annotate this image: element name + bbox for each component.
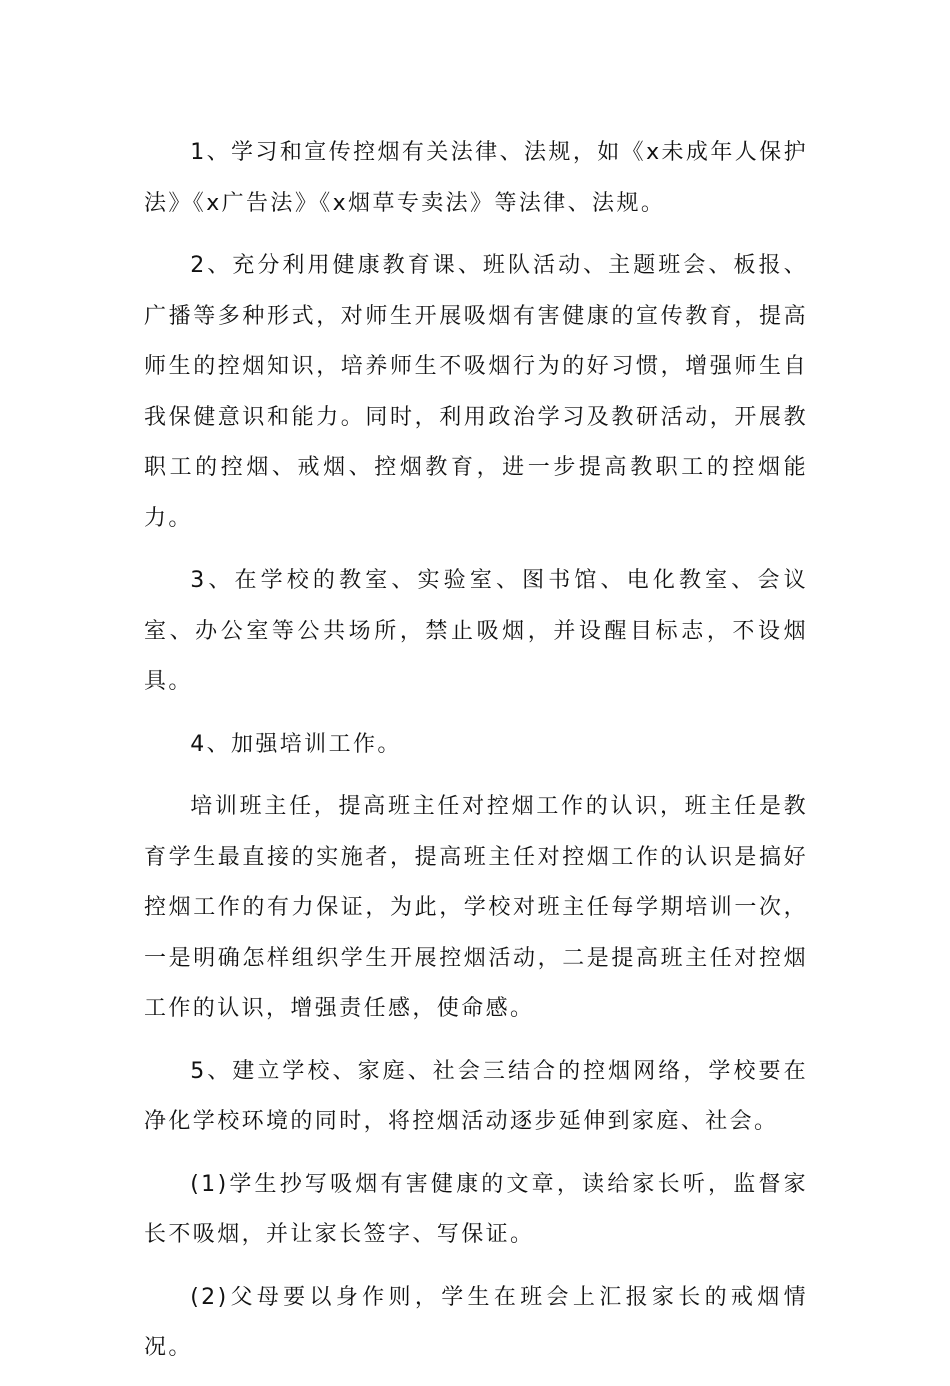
paragraph-1: 1、学习和宣传控烟有关法律、法规，如《x未成年人保护法》《x广告法》《x烟草专卖法》等法律、法规。	[144, 140, 808, 216]
paragraph-3: 3、在学校的教室、实验室、图书馆、电化教室、会议室、办公室等公共场所，禁止吸烟，并设醒目标志，不设烟具。	[144, 568, 808, 694]
paragraph-4: 4、加强培训工作。	[190, 731, 402, 757]
paragraph-6: 5、建立学校、家庭、社会三结合的控烟网络，学校要在净化学校环境的同时，将控烟活动逐步延伸到家庭、社会。	[144, 1058, 808, 1134]
paragraph-8: (2)父母要以身作则，学生在班会上汇报家长的戒烟情况。	[144, 1284, 808, 1360]
paragraph-2: 2、充分利用健康教育课、班队活动、主题班会、板报、广播等多种形式，对师生开展吸烟有害健康的宣传教育，提高师生的控烟知识，培养师生不吸烟行为的好习惯，增强师生自我保健意识和能力。同时，利用政治学习及教研活动，开展教职工的控烟、戒烟、控烟教育，进一步提高教职工的控烟能力。	[144, 253, 808, 531]
document-body	[144, 128, 808, 1386]
paragraph-7: (1)学生抄写吸烟有害健康的文章，读给家长听，监督家长不吸烟，并让家长签字、写保证。	[144, 1171, 808, 1247]
paragraph-5: 培训班主任，提高班主任对控烟工作的认识，班主任是教育学生最直接的实施者，提高班主任对控烟工作的认识是搞好控烟工作的有力保证，为此，学校对班主任每学期培训一次，一是明确怎样组织学生开展控烟活动，二是提高班主任对控烟工作的认识，增强责任感，使命感。	[144, 794, 808, 1021]
